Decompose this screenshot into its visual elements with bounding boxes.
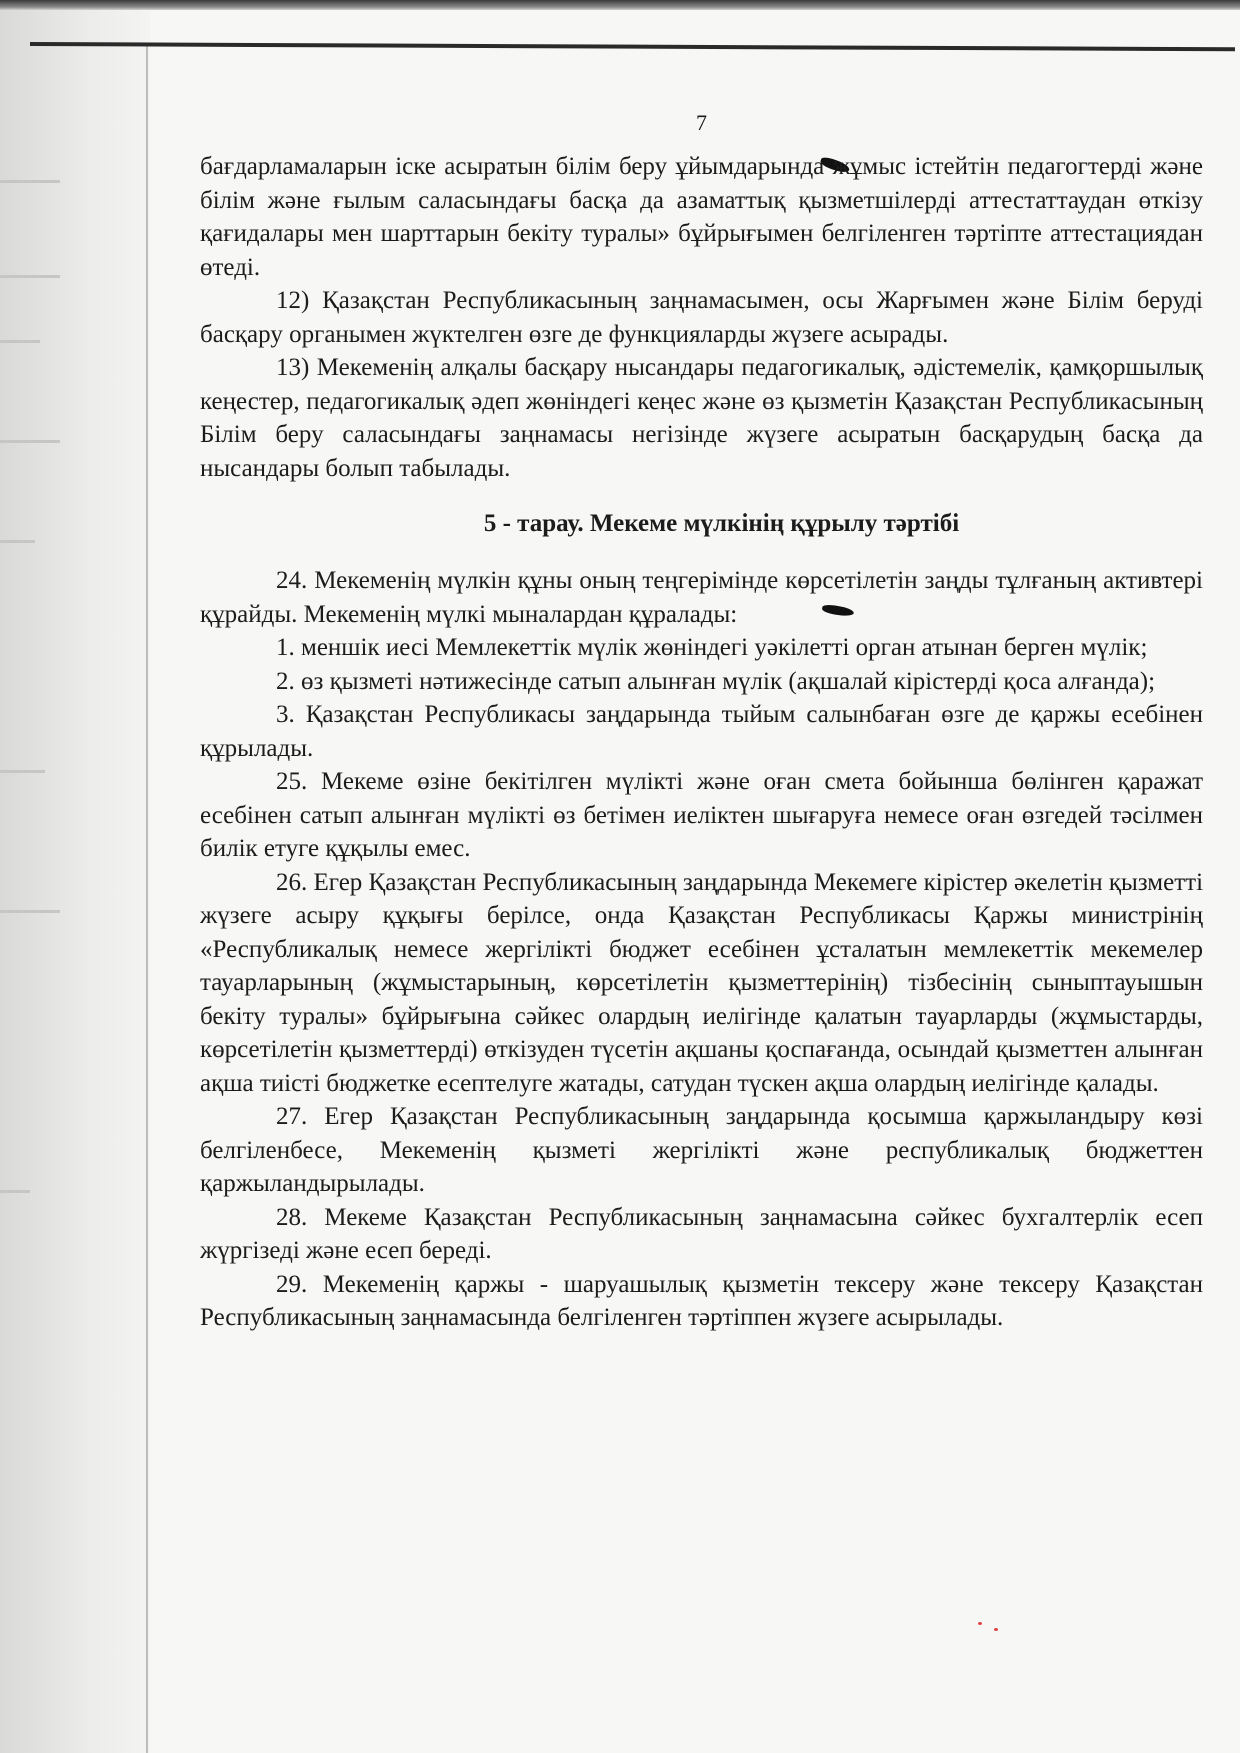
bleed-through-mark xyxy=(0,440,60,443)
red-dot xyxy=(978,1622,982,1625)
list-item: 3. Қазақстан Республикасы заңдарында тыйым салынбаған өзге де қаржы есебінен құрылады. xyxy=(200,701,1203,762)
bleed-through-mark xyxy=(0,910,60,913)
bleed-through-mark xyxy=(0,540,35,543)
left-margin-shadow xyxy=(0,10,150,1753)
bleed-through-mark xyxy=(0,180,60,183)
paragraph: 29. Мекеменің қаржы - шаруашылық қызметін тексеру және тексеру Қазақстан Республикасының заңнамасында белгіленген тәртіппен жүзеге асырылады. xyxy=(200,1270,1203,1331)
paragraph: 24. Мекеменің мүлкін құны оның теңгерімінде көрсетілетін заңды тұлғаның активтері құрайды. Мекеменің мүлкі мыналардан құралады: xyxy=(200,567,1203,628)
scan-top-line xyxy=(30,42,1235,51)
document-page xyxy=(200,110,1203,1335)
bleed-through-mark xyxy=(0,770,45,773)
paragraph: 28. Мекеме Қазақстан Республикасының заңнамасына сәйкес бухгалтерлік есеп жүргізеді және есеп береді. xyxy=(200,1203,1203,1264)
list-item: 2. өз қызметі нәтижесінде сатып алынған мүлік (ақшалай кірістерді қоса алғанда); xyxy=(276,667,1156,695)
paragraph: бағдарламаларын іске асыратын білім беру ұйымдарында жұмыс істейтін педагогтерді және білім және ғылым саласындағы басқа да азаматтық қызметшілерді аттестаттаудан өткізу қағидалары мен шарттарын бекіту туралы» бұйрығымен белгіленген тәртіпте аттестациядан өтеді. xyxy=(200,153,1203,281)
page-left-edge xyxy=(146,45,148,1753)
paragraph: 27. Егер Қазақстан Республикасының заңдарында қосымша қаржыландыру көзі белгіленбесе, Мекеменің қызметі жергілікті және республикалық бюджеттен қаржыландырылады. xyxy=(200,1103,1203,1197)
paragraph: 25. Мекеме өзіне бекітілген мүлікті және оған смета бойынша бөлінген қаражат есебінен сатып алынған мүлікті өз бетімен иеліктен шығаруға немесе оған өзгедей тәсілмен билік етуге құқылы емес. xyxy=(200,768,1203,862)
list-item: 1. меншік иесі Мемлекеттік мүлік жөніндегі уәкілетті орган атынан берген мүлік; xyxy=(276,634,1148,661)
paragraph: 26. Егер Қазақстан Республикасының заңдарында Мекемеге кірістер әкелетін қызметті жүзеге асыру құқығы берілсе, онда Қазақстан Республикасы Қаржы министрінің «Республикалық немесе жергілікті бюджет есебінен ұсталатын мемлекеттік мекемелер тауарларының (жұмыстарының, көрсетілетін қызметтерінің) тізбесінің сыныптауышын бекіту туралы» бұйрығына сәйкес олардың иелігінде қалатын тауарларды (жұмыстарды, көрсетілетін қызметтерді) өткізуден түсетін ақшаны қоспағанда, осындай қызметтен алынған ақша тиісті бюджетке есептелуге жатады, сатудан түскен ақша олардың иелігінде қалады. xyxy=(200,868,1204,1097)
paragraph: 12) Қазақстан Республикасының заңнамасымен, осы Жарғымен және Білім беруді басқару органымен жүктелген өзге де функцияларды жүзеге асырады. xyxy=(200,287,1203,348)
page-number: 7 xyxy=(696,110,707,135)
bleed-through-mark xyxy=(0,1190,30,1193)
chapter-heading: 5 - тарау. Мекеме мүлкінің құрылу тәртібі xyxy=(483,510,960,537)
paragraph: 13) Мекеменің алқалы басқару нысандары педагогикалық, әдістемелік, қамқоршылық кеңестер, педагогикалық әдеп жөніндегі кеңес және өз қызметін Қазақстан Республикасының Білім беру саласындағы заңнамасы негізінде жүзеге асыратын басқарудың басқа да нысандары болып табылады. xyxy=(200,354,1203,482)
bleed-through-mark xyxy=(0,275,60,278)
bleed-through-mark xyxy=(0,340,40,343)
red-dot xyxy=(994,1628,998,1631)
scan-top-edge xyxy=(0,0,1240,10)
